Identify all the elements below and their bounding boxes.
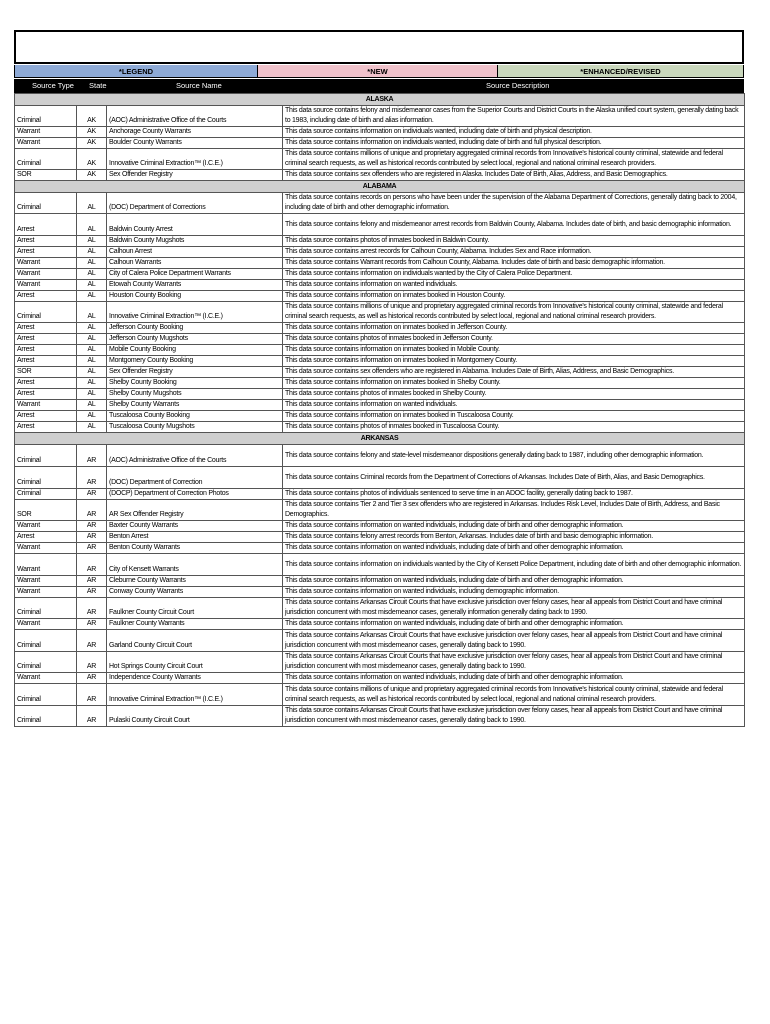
source-name-cell: Jefferson County Mugshots: [107, 334, 283, 345]
legend-row: [14, 65, 744, 78]
table-row: [15, 489, 745, 500]
source-type-cell: Arrest: [15, 356, 77, 367]
table-row: [15, 334, 745, 345]
source-name-cell: Innovative Criminal Extraction™ (I.C.E.): [107, 149, 283, 170]
table-row: [15, 193, 745, 214]
source-description-cell: This data source contains felony and state-level misdemeanor dispositions generally dating back to 1987, including other demographic information.: [283, 445, 745, 467]
source-type-cell: Arrest: [15, 411, 77, 422]
source-type-cell: Criminal: [15, 302, 77, 323]
source-type-cell: Warrant: [15, 576, 77, 587]
legend-new-label: *NEW: [258, 65, 498, 78]
source-type-cell: Criminal: [15, 489, 77, 500]
source-name-cell: Shelby County Mugshots: [107, 389, 283, 400]
source-description-cell: This data source contains Arkansas Circuit Courts that have exclusive jurisdiction over felony cases, hear all appeals from District Court and have criminal jurisdiction concurrent with most misdemeanor cases, generally information generally dating back to 1990.: [283, 598, 745, 619]
source-type-cell: Arrest: [15, 389, 77, 400]
table-row: [15, 598, 745, 619]
state-name: ALASKA: [15, 94, 745, 106]
source-name-cell: Hot Springs County Circuit Court: [107, 652, 283, 673]
table-row: [15, 323, 745, 334]
source-name-cell: Calhoun Arrest: [107, 247, 283, 258]
table-row: [15, 214, 745, 236]
state-cell: AR: [77, 619, 107, 630]
table-row: [15, 587, 745, 598]
state-cell: AR: [77, 532, 107, 543]
state-cell: AL: [77, 236, 107, 247]
state-cell: AL: [77, 389, 107, 400]
source-description-cell: This data source contains information on wanted individuals, including date of birth and other demographic information.: [283, 543, 745, 554]
source-name-cell: Tuscaloosa County Booking: [107, 411, 283, 422]
source-description-cell: This data source contains felony and misdemeanor arrest records from Baldwin County, Alabama. Includes date of birth, and basic demographic information.: [283, 214, 745, 236]
state-cell: AR: [77, 684, 107, 706]
column-header-row: [14, 79, 744, 93]
source-description-cell: This data source contains information on wanted individuals.: [283, 280, 745, 291]
source-name-cell: Faulkner County Circuit Court: [107, 598, 283, 619]
table-row: [15, 302, 745, 323]
state-cell: AR: [77, 467, 107, 489]
header-source-type: Source Type: [32, 81, 74, 90]
source-description-cell: This data source contains sex offenders who are registered in Alaska. Includes Date of Birth, Alias, Address, and Basic Demographics.: [283, 170, 745, 181]
source-name-cell: AR Sex Offender Registry: [107, 500, 283, 521]
source-type-cell: Warrant: [15, 587, 77, 598]
state-cell: AK: [77, 149, 107, 170]
source-description-cell: This data source contains information on inmates booked in Montgomery County.: [283, 356, 745, 367]
source-description-cell: This data source contains Tier 2 and Tier 3 sex offenders who are registered in Arkansas. Includes Risk Level, Includes Date of Birth, Address, and Basic Demographics.: [283, 500, 745, 521]
source-name-cell: Shelby County Booking: [107, 378, 283, 389]
source-name-cell: Benton County Warrants: [107, 543, 283, 554]
state-cell: AR: [77, 706, 107, 727]
source-description-cell: This data source contains photos of individuals sentenced to serve time in an ADOC facility, generally dating back to 1987.: [283, 489, 745, 500]
source-type-cell: Warrant: [15, 280, 77, 291]
source-name-cell: (AOC) Administrative Office of the Courts: [107, 445, 283, 467]
state-cell: AK: [77, 138, 107, 149]
source-type-cell: Warrant: [15, 554, 77, 576]
table-row: [15, 280, 745, 291]
source-description-cell: This data source contains information on inmates booked in Jefferson County.: [283, 323, 745, 334]
source-description-cell: This data source contains sex offenders who are registered in Alabama. Includes Date of Birth, Alias, Address, and Basic Demographics.: [283, 367, 745, 378]
source-type-cell: Warrant: [15, 138, 77, 149]
source-type-cell: Arrest: [15, 247, 77, 258]
table-row: [15, 367, 745, 378]
table-row: [15, 389, 745, 400]
source-name-cell: Jefferson County Booking: [107, 323, 283, 334]
state-cell: AR: [77, 630, 107, 652]
table-row: [15, 247, 745, 258]
state-cell: AL: [77, 291, 107, 302]
source-description-cell: This data source contains photos of inmates booked in Baldwin County.: [283, 236, 745, 247]
state-cell: AL: [77, 214, 107, 236]
source-name-cell: City of Calera Police Department Warrants: [107, 269, 283, 280]
source-type-cell: Warrant: [15, 619, 77, 630]
source-name-cell: (DOC) Department of Corrections: [107, 193, 283, 214]
state-cell: AL: [77, 378, 107, 389]
source-name-cell: Benton Arrest: [107, 532, 283, 543]
table-row: [15, 630, 745, 652]
source-description-cell: This data source contains information on individuals wanted, including date of birth and physical description.: [283, 127, 745, 138]
source-type-cell: Arrest: [15, 345, 77, 356]
state-cell: AL: [77, 193, 107, 214]
table-row: [15, 149, 745, 170]
state-section-header: [15, 433, 745, 445]
source-type-cell: Criminal: [15, 630, 77, 652]
state-cell: AR: [77, 576, 107, 587]
source-type-cell: Warrant: [15, 258, 77, 269]
state-cell: AR: [77, 500, 107, 521]
source-description-cell: This data source contains Warrant records from Calhoun County, Alabama. Includes date of birth and basic demographic information.: [283, 258, 745, 269]
state-cell: AR: [77, 521, 107, 532]
state-cell: AR: [77, 587, 107, 598]
source-type-cell: Warrant: [15, 127, 77, 138]
table-row: [15, 378, 745, 389]
source-description-cell: This data source contains information on inmates booked in Mobile County.: [283, 345, 745, 356]
source-name-cell: Montgomery County Booking: [107, 356, 283, 367]
source-name-cell: Baxter County Warrants: [107, 521, 283, 532]
source-description-cell: This data source contains information on wanted individuals, including date of birth and other demographic information.: [283, 673, 745, 684]
source-type-cell: Criminal: [15, 149, 77, 170]
state-cell: AL: [77, 334, 107, 345]
legend-label: *LEGEND: [14, 65, 258, 78]
table-row: [15, 258, 745, 269]
state-cell: AR: [77, 489, 107, 500]
source-name-cell: Etowah County Warrants: [107, 280, 283, 291]
table-row: [15, 576, 745, 587]
source-description-cell: This data source contains information on individuals wanted, including date of birth and full physical description.: [283, 138, 745, 149]
source-description-cell: This data source contains millions of unique and proprietary aggregated criminal records from Innovative's historical county criminal, statewide and federal criminal search requests, as well as historical records contributed by select local, regional and national criminal research providers.: [283, 149, 745, 170]
source-name-cell: (DOC) Department of Correction: [107, 467, 283, 489]
source-name-cell: Shelby County Warrants: [107, 400, 283, 411]
table-row: [15, 291, 745, 302]
table-row: [15, 706, 745, 727]
table-row: [15, 400, 745, 411]
source-type-cell: Criminal: [15, 706, 77, 727]
source-name-cell: Innovative Criminal Extraction™ (I.C.E.): [107, 684, 283, 706]
source-name-cell: Mobile County Booking: [107, 345, 283, 356]
state-cell: AR: [77, 673, 107, 684]
table-row: [15, 138, 745, 149]
source-type-cell: SOR: [15, 367, 77, 378]
source-description-cell: This data source contains Criminal records from the Department of Corrections of Arkansas. Includes Date of Birth, Alias, and Basic Demographics.: [283, 467, 745, 489]
source-type-cell: Arrest: [15, 291, 77, 302]
state-cell: AR: [77, 445, 107, 467]
source-type-cell: Criminal: [15, 652, 77, 673]
table-row: [15, 170, 745, 181]
source-description-cell: This data source contains Arkansas Circuit Courts that have exclusive jurisdiction over felony cases, hear all appeals from District Court and have criminal jurisdiction concurrent with most misdemeanor cases, generally dating back to 1990.: [283, 630, 745, 652]
source-name-cell: Innovative Criminal Extraction™ (I.C.E.): [107, 302, 283, 323]
source-description-cell: This data source contains Arkansas Circuit Courts that have exclusive jurisdiction over felony cases, hear all appeals from District Court and have criminal jurisdiction concurrent with most misdemeanor cases, generally dating back to 1990.: [283, 706, 745, 727]
state-cell: AL: [77, 367, 107, 378]
state-cell: AR: [77, 554, 107, 576]
table-row: [15, 619, 745, 630]
source-name-cell: (DOCP) Department of Correction Photos: [107, 489, 283, 500]
state-cell: AL: [77, 422, 107, 433]
source-type-cell: Criminal: [15, 193, 77, 214]
source-description-cell: This data source contains arrest records for Calhoun County, Alabama. Includes Sex and Race information.: [283, 247, 745, 258]
source-name-cell: Baldwin County Arrest: [107, 214, 283, 236]
source-table-body: [15, 94, 745, 727]
state-cell: AL: [77, 323, 107, 334]
source-name-cell: (AOC) Administrative Office of the Courts: [107, 106, 283, 127]
table-row: [15, 411, 745, 422]
table-row: [15, 106, 745, 127]
source-name-cell: Faulkner County Warrants: [107, 619, 283, 630]
state-section-header: [15, 94, 745, 106]
source-name-cell: Cleburne County Warrants: [107, 576, 283, 587]
state-cell: AL: [77, 258, 107, 269]
source-name-cell: Tuscaloosa County Mugshots: [107, 422, 283, 433]
table-row: [15, 684, 745, 706]
table-row: [15, 356, 745, 367]
source-name-cell: Sex Offender Registry: [107, 170, 283, 181]
source-description-cell: This data source contains information on individuals wanted by the City of Calera Police Department.: [283, 269, 745, 280]
state-cell: AL: [77, 247, 107, 258]
state-cell: AK: [77, 127, 107, 138]
source-type-cell: SOR: [15, 170, 77, 181]
source-type-cell: Warrant: [15, 673, 77, 684]
source-type-cell: Criminal: [15, 445, 77, 467]
legend-enhanced-label: *ENHANCED/REVISED: [498, 65, 744, 78]
source-name-cell: Baldwin County Mugshots: [107, 236, 283, 247]
source-type-cell: Warrant: [15, 543, 77, 554]
source-type-cell: Arrest: [15, 422, 77, 433]
state-name: ARKANSAS: [15, 433, 745, 445]
source-name-cell: Boulder County Warrants: [107, 138, 283, 149]
source-type-cell: Criminal: [15, 106, 77, 127]
source-type-cell: Criminal: [15, 467, 77, 489]
source-name-cell: Calhoun Warrants: [107, 258, 283, 269]
table-row: [15, 532, 745, 543]
source-name-cell: City of Kensett Warrants: [107, 554, 283, 576]
source-type-cell: Arrest: [15, 334, 77, 345]
table-row: [15, 554, 745, 576]
source-name-cell: Sex Offender Registry: [107, 367, 283, 378]
header-state: State: [89, 81, 107, 90]
table-row: [15, 345, 745, 356]
state-cell: AL: [77, 269, 107, 280]
table-row: [15, 269, 745, 280]
source-name-cell: Houston County Booking: [107, 291, 283, 302]
document-title-box: [14, 30, 744, 64]
state-cell: AK: [77, 170, 107, 181]
source-type-cell: Warrant: [15, 521, 77, 532]
source-type-cell: Warrant: [15, 400, 77, 411]
source-description-cell: This data source contains Arkansas Circuit Courts that have exclusive jurisdiction over felony cases, hear all appeals from District Court and have criminal jurisdiction concurrent with most misdemeanor cases, generally dating back to 1990.: [283, 652, 745, 673]
source-type-cell: Criminal: [15, 684, 77, 706]
source-type-cell: SOR: [15, 500, 77, 521]
table-row: [15, 652, 745, 673]
state-cell: AL: [77, 400, 107, 411]
source-name-cell: Anchorage County Warrants: [107, 127, 283, 138]
source-description-cell: This data source contains felony and misdemeanor cases from the Superior Courts and District Courts in the Alaska unified court system, generally dating back to 1983, including date of birth and alias information.: [283, 106, 745, 127]
source-name-cell: Pulaski County Circuit Court: [107, 706, 283, 727]
source-type-cell: Criminal: [15, 598, 77, 619]
state-cell: AK: [77, 106, 107, 127]
state-name: ALABAMA: [15, 181, 745, 193]
source-type-cell: Arrest: [15, 378, 77, 389]
table-row: [15, 127, 745, 138]
source-description-cell: This data source contains information on inmates booked in Shelby County.: [283, 378, 745, 389]
source-description-cell: This data source contains information on wanted individuals, including date of birth and other demographic information.: [283, 521, 745, 532]
source-description-cell: This data source contains millions of unique and proprietary aggregated criminal records from Innovative's historical county criminal, statewide and federal criminal search requests, as well as historical records contributed by select local, regional and national criminal research providers.: [283, 684, 745, 706]
table-row: [15, 467, 745, 489]
source-description-cell: This data source contains photos of inmates booked in Jefferson County.: [283, 334, 745, 345]
source-description-cell: This data source contains felony arrest records from Benton, Arkansas. Includes date of birth and basic demographic information.: [283, 532, 745, 543]
source-type-cell: Arrest: [15, 532, 77, 543]
table-row: [15, 445, 745, 467]
state-cell: AL: [77, 411, 107, 422]
header-source-name: Source Name: [176, 81, 222, 90]
table-row: [15, 543, 745, 554]
source-description-cell: This data source contains photos of inmates booked in Tuscaloosa County.: [283, 422, 745, 433]
source-type-cell: Arrest: [15, 214, 77, 236]
source-description-cell: This data source contains information on individuals wanted by the City of Kensett Police Department, including date of birth and other demographic information.: [283, 554, 745, 576]
state-cell: AL: [77, 302, 107, 323]
state-cell: AR: [77, 652, 107, 673]
state-cell: AR: [77, 598, 107, 619]
source-type-cell: Arrest: [15, 323, 77, 334]
table-row: [15, 422, 745, 433]
source-description-cell: This data source contains millions of unique and proprietary aggregated criminal records from Innovative's historical county criminal, statewide and federal criminal search requests, as well as historical records contributed by select local, regional and national criminal research providers.: [283, 302, 745, 323]
state-section-header: [15, 181, 745, 193]
header-source-description: Source Description: [486, 81, 550, 90]
source-description-cell: This data source contains photos of inmates booked in Shelby County.: [283, 389, 745, 400]
state-cell: AL: [77, 345, 107, 356]
source-table: [14, 93, 745, 727]
state-cell: AL: [77, 280, 107, 291]
table-row: [15, 673, 745, 684]
source-name-cell: Independence County Warrants: [107, 673, 283, 684]
source-description-cell: This data source contains information on inmates booked in Tuscaloosa County.: [283, 411, 745, 422]
source-type-cell: Warrant: [15, 269, 77, 280]
table-row: [15, 500, 745, 521]
source-name-cell: Garland County Circuit Court: [107, 630, 283, 652]
source-description-cell: This data source contains records on persons who have been under the supervision of the Alabama Department of Corrections, generally dating back to 2004, including date of birth and other demographic information.: [283, 193, 745, 214]
source-description-cell: This data source contains information on wanted individuals.: [283, 400, 745, 411]
state-cell: AR: [77, 543, 107, 554]
table-row: [15, 521, 745, 532]
state-cell: AL: [77, 356, 107, 367]
source-type-cell: Arrest: [15, 236, 77, 247]
source-description-cell: This data source contains information on inmates booked in Houston County.: [283, 291, 745, 302]
source-description-cell: This data source contains information on wanted individuals, including demographic information.: [283, 587, 745, 598]
source-description-cell: This data source contains information on wanted individuals, including date of birth and other demographic information.: [283, 619, 745, 630]
table-row: [15, 236, 745, 247]
source-description-cell: This data source contains information on wanted individuals, including date of birth and other demographic information.: [283, 576, 745, 587]
source-name-cell: Conway County Warrants: [107, 587, 283, 598]
